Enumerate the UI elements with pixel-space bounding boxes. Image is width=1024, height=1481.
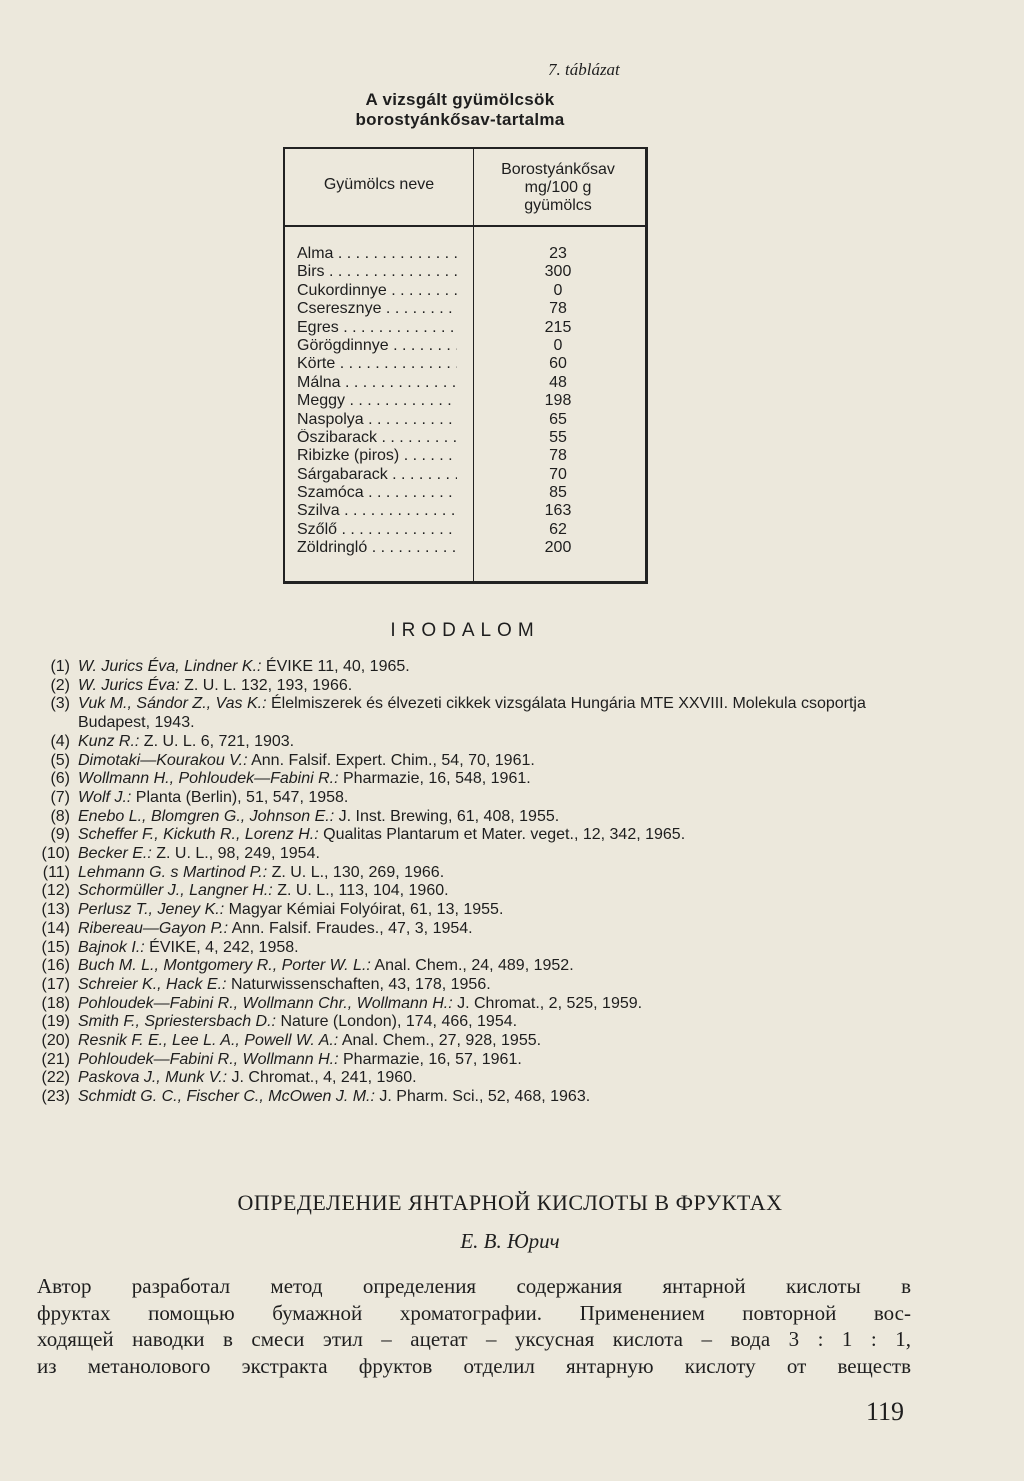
reference-item (30, 1051, 930, 1070)
succinic-acid-value: 0 (553, 281, 563, 299)
table-row (285, 355, 645, 373)
fruit-name: Egres . . . (297, 319, 457, 337)
reference-source: J. Chromat., 2, 525, 1959. (452, 994, 643, 1012)
succinic-acid-value: 23 (549, 245, 567, 262)
succinic-acid-value: 78 (549, 447, 567, 465)
reference-item (30, 1088, 930, 1107)
reference-item (30, 826, 930, 845)
summary-paragraph (37, 1273, 911, 1379)
reference-authors: Becker E.: (78, 845, 152, 863)
succinic-acid-value: 62 (549, 520, 567, 538)
reference-item (30, 939, 930, 958)
table-row (285, 300, 645, 318)
reference-authors: Smith F., Spriestersbach D.: (78, 1013, 276, 1031)
reference-authors: Wollmann H., Pohloudek—Fabini R.: (78, 770, 339, 788)
reference-source: Pharmazie, 16, 57, 1961. (338, 1050, 522, 1068)
reference-number: (18) (41, 994, 70, 1012)
reference-item (30, 995, 930, 1014)
fruit-name: Zöldringló . . . (297, 539, 457, 557)
reference-authors: Pohloudek—Fabini R., Wollmann Chr., Wollmann H.: (78, 994, 453, 1012)
reference-number: (6) (50, 770, 70, 788)
table-row (285, 411, 645, 429)
fruit-name: Szamóca . . . (297, 484, 457, 502)
reference-item (30, 752, 930, 771)
reference-source: Qualitas Plantarum et Mater. veget., 12, 342, 1965. (318, 826, 686, 844)
reference-authors: Kunz R.: (78, 732, 140, 750)
reference-number: (11) (42, 863, 70, 881)
succinic-acid-value: 198 (544, 392, 572, 410)
reference-authors: Scheffer F., Kickuth R., Lorenz H.: (78, 826, 319, 844)
reference-source: Z. U. L., 113, 104, 1960. (272, 882, 449, 900)
reference-number: (23) (41, 1088, 70, 1106)
reference-item (30, 1013, 930, 1032)
reference-item (30, 733, 930, 752)
fruit-name: Szilva . . . (297, 502, 457, 520)
reference-item (30, 1069, 930, 1088)
reference-number: (10) (41, 845, 70, 863)
succinic-acid-value: 215 (544, 318, 572, 336)
succinic-acid-value: 200 (544, 539, 572, 557)
reference-number: (2) (50, 676, 70, 694)
fruit-name: Körte . . . (297, 355, 457, 373)
table-number: 7. táblázat (548, 60, 620, 79)
table-row (285, 319, 645, 337)
reference-authors: W. Jurics Éva, Lindner K.: (78, 658, 262, 675)
fruit-name: Cseresznye . . . (297, 300, 457, 318)
fruit-name: Málna . . . (297, 374, 457, 392)
reference-source: Anal. Chem., 27, 928, 1955. (338, 1032, 542, 1050)
summary-author: Е. В. Юрич (460, 1229, 560, 1253)
reference-authors: Enebo L., Blomgren G., Johnson E.: (78, 807, 335, 825)
reference-item (30, 1032, 930, 1051)
reference-source: Z. U. L. 6, 721, 1903. (139, 732, 295, 750)
fruit-name: Naspolya . . . (297, 411, 457, 429)
reference-authors: Dimotaki—Kourakou V.: (78, 751, 248, 769)
table-row (285, 484, 645, 502)
fruit-name: Alma . . . (297, 245, 457, 263)
reference-item (30, 658, 930, 677)
reference-number: (14) (41, 919, 70, 937)
reference-number: (17) (41, 975, 70, 993)
table-body (285, 245, 645, 558)
reference-item (30, 901, 930, 920)
header-fruit-name: Gyümölcs neve (323, 176, 435, 193)
reference-source: J. Pharm. Sci., 52, 468, 1963. (374, 1088, 591, 1106)
reference-authors: Paskova J., Munk V.: (78, 1069, 228, 1087)
table-row (285, 502, 645, 520)
reference-item (30, 920, 930, 939)
reference-number: (8) (50, 807, 70, 825)
table-row (285, 282, 645, 300)
reference-source: Ann. Falsif. Fraudes., 47, 3, 1954. (228, 919, 473, 937)
succinic-acid-value: 85 (549, 484, 567, 502)
reference-number: (5) (50, 751, 70, 769)
reference-authors: W. Jurics Éva: (78, 676, 180, 694)
succinic-acid-value: 0 (553, 336, 563, 354)
table-row (285, 539, 645, 557)
reference-number: (7) (50, 788, 70, 806)
reference-source: ÉVIKE, 4, 242, 1958. (144, 938, 299, 956)
reference-source: Z. U. L., 98, 249, 1954. (151, 845, 320, 863)
reference-number: (19) (41, 1013, 70, 1031)
header-succinic-acid (474, 161, 642, 215)
succinic-acid-value: 55 (549, 428, 567, 446)
reference-authors: Schmidt G. C., Fischer C., McOwen J. M.: (78, 1088, 375, 1106)
reference-source: Planta (Berlin), 51, 547, 1958. (131, 788, 349, 806)
header-value-line: gyümölcs (524, 197, 592, 214)
table-title-line: borostyánkősav-tartalma (355, 110, 565, 129)
reference-authors: Perlusz T., Jeney K.: (78, 901, 225, 919)
table-row (285, 392, 645, 410)
fruit-name: Birs . . . (297, 263, 457, 281)
fruit-name: Ribizke (piros) . . . (297, 447, 457, 465)
reference-item (30, 677, 930, 696)
reference-source: Magyar Kémiai Folyóirat, 61, 13, 1955. (224, 901, 504, 919)
fruit-name: Őszibarack . . . (297, 429, 457, 447)
reference-authors: Schreier K., Hack E.: (78, 975, 227, 993)
reference-source: Élelmiszerek és élvezeti cikkek vizsgálata Hungária MTE XXVIII. Molekula csoportja Budapest, 1943. (78, 695, 866, 732)
table-header (285, 149, 645, 227)
header-value-line: Borostyánkősav (501, 161, 615, 178)
summary-line: ходящей наводки в смеси этил – ацетат – уксусная кислота – вода 3 : 1 : 1, (37, 1327, 911, 1351)
succinic-acid-value: 65 (549, 410, 567, 428)
succinic-acid-table (283, 147, 648, 584)
table-row (285, 447, 645, 465)
reference-number: (1) (50, 658, 70, 675)
reference-authors: Schormüller J., Langner H.: (78, 882, 273, 900)
reference-source: Ann. Falsif. Expert. Chim., 54, 70, 1961. (247, 751, 535, 769)
fruit-name: Sárgabarack . . . (297, 466, 457, 484)
references-heading: IRODALOM (390, 620, 540, 641)
reference-item (30, 845, 930, 864)
reference-item (30, 976, 930, 995)
reference-item (30, 770, 930, 789)
reference-item (30, 789, 930, 808)
header-value-line: mg/100 g (524, 179, 592, 196)
reference-item (30, 882, 930, 901)
reference-authors: Wolf J.: (78, 788, 132, 806)
succinic-acid-value: 70 (549, 465, 567, 483)
reference-item (30, 695, 930, 732)
reference-source: J. Chromat., 4, 241, 1960. (227, 1069, 417, 1087)
reference-source: ÉVIKE 11, 40, 1965. (261, 658, 410, 675)
table-row (285, 521, 645, 539)
reference-authors: Ribereau—Gayon P.: (78, 919, 229, 937)
table-row (285, 263, 645, 281)
reference-number: (13) (41, 901, 70, 919)
reference-item (30, 957, 930, 976)
reference-authors: Resnik F. E., Lee L. A., Powell W. A.: (78, 1032, 339, 1050)
reference-number: (20) (41, 1032, 70, 1050)
table-row (285, 374, 645, 392)
reference-list (30, 658, 930, 1107)
reference-item (30, 864, 930, 883)
reference-number: (21) (41, 1050, 70, 1068)
reference-authors: Vuk M., Sándor Z., Vas K.: (78, 695, 267, 713)
succinic-acid-value: 300 (544, 263, 572, 281)
reference-source: Z. U. L., 130, 269, 1966. (267, 863, 445, 881)
table-row (285, 466, 645, 484)
fruit-name: Görögdinnye . . . (297, 337, 457, 355)
fruit-name: Szőlő . . . (297, 521, 457, 539)
table-title-line: A vizsgált gyümölcsök (365, 90, 555, 109)
succinic-acid-value: 78 (549, 300, 567, 318)
reference-source: Naturwissenschaften, 43, 178, 1956. (226, 975, 491, 993)
succinic-acid-value: 48 (549, 373, 567, 391)
reference-source: Z. U. L. 132, 193, 1966. (179, 676, 353, 694)
reference-item (30, 808, 930, 827)
succinic-acid-value: 163 (544, 502, 572, 520)
summary-line: фруктах помощью бумажной хроматографии. Применением повторной вос- (37, 1300, 911, 1325)
reference-authors: Buch M. L., Montgomery R., Porter W. L.: (78, 957, 371, 975)
summary-line: из метанолового экстракта фруктов отделил янтарную кислоту от веществ (37, 1353, 911, 1378)
page-number: 119 (866, 1397, 905, 1426)
reference-source: Nature (London), 174, 466, 1954. (276, 1013, 518, 1031)
reference-number: (4) (50, 732, 70, 750)
reference-number: (22) (41, 1069, 70, 1087)
summary-line: Автор разработал метод определения содержания янтарной кислоты в (37, 1274, 911, 1298)
reference-source: Pharmazie, 16, 548, 1961. (338, 770, 531, 788)
reference-number: (12) (41, 882, 70, 900)
reference-number: (15) (41, 938, 70, 956)
reference-number: (3) (50, 695, 70, 713)
reference-authors: Pohloudek—Fabini R., Wollmann H.: (78, 1050, 339, 1068)
fruit-name: Cukordinnye . . . (297, 282, 457, 300)
reference-source: J. Inst. Brewing, 61, 408, 1955. (334, 807, 560, 825)
table-title (300, 90, 620, 130)
table-row (285, 337, 645, 355)
succinic-acid-value: 60 (549, 355, 567, 373)
table-row (285, 429, 645, 447)
reference-authors: Lehmann G. s Martinod P.: (78, 863, 268, 881)
reference-authors: Bajnok I.: (78, 938, 145, 956)
reference-number: (16) (41, 957, 70, 975)
summary-title: ОПРЕДЕЛЕНИЕ ЯНТАРНОЙ КИСЛОТЫ В ФРУКТАХ (237, 1190, 783, 1215)
reference-number: (9) (50, 826, 70, 844)
fruit-name: Meggy . . . (297, 392, 457, 410)
reference-source: Anal. Chem., 24, 489, 1952. (370, 957, 574, 975)
table-row (285, 245, 645, 263)
